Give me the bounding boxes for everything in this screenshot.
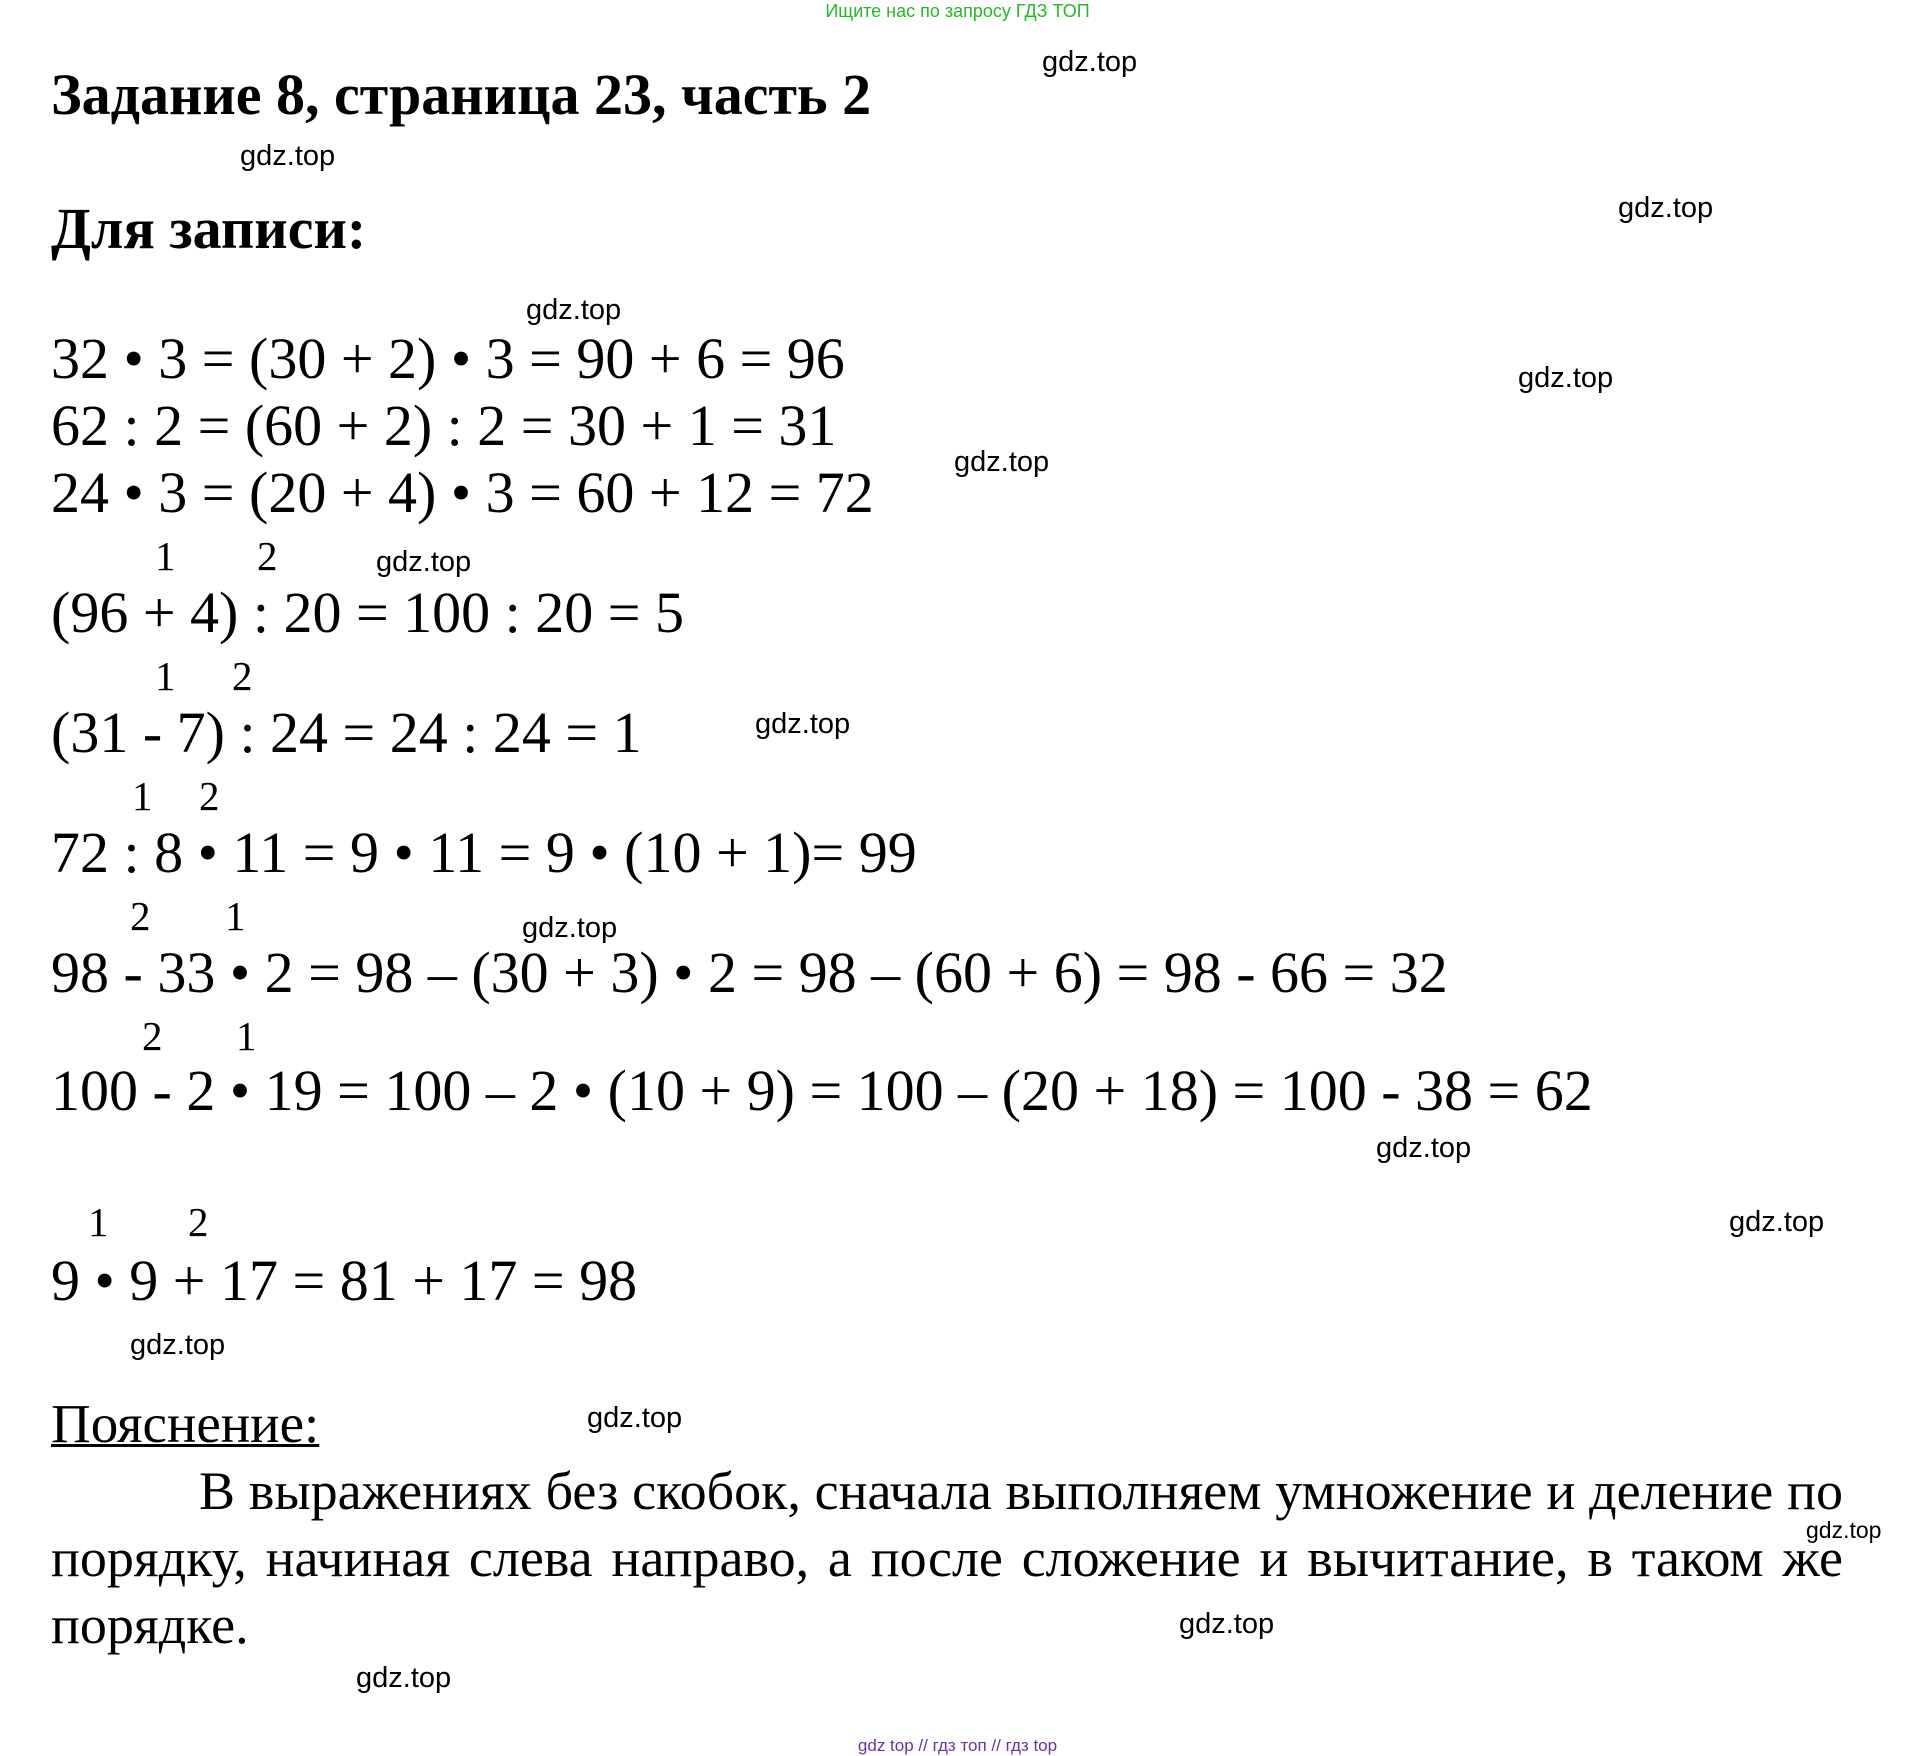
page-title: Задание 8, страница 23, часть 2 <box>51 62 872 127</box>
watermark: gdz.top <box>130 1329 226 1361</box>
equation-line: 32 • 3 = (30 + 2) • 3 = 90 + 6 = 96 <box>51 326 845 391</box>
watermark: gdz.top <box>1729 1206 1825 1238</box>
watermark: gdz.top <box>1806 1517 1882 1543</box>
equation-line: 9 • 9 + 17 = 81 + 17 = 98 <box>51 1248 638 1313</box>
order-mark: 1 <box>155 533 176 579</box>
order-mark: 1 <box>132 773 153 819</box>
footer-links: gdz top // гдз топ // гдз top <box>857 1736 1058 1755</box>
equation-line: (96 + 4) : 20 = 100 : 20 = 5 <box>51 580 684 645</box>
order-mark: 1 <box>155 653 176 699</box>
watermark: gdz.top <box>1179 1608 1275 1640</box>
order-mark: 2 <box>232 653 253 699</box>
explanation-paragraph: В выражениях без скобок, сначала выполняем умножение и деление по порядку, начиная слева направо, а после сложение и вычитание, в таком же порядке. <box>51 1461 1843 1655</box>
watermark: gdz.top <box>1042 46 1138 78</box>
order-mark: 2 <box>199 773 220 819</box>
top-search-note: Ищите нас по запросу ГДЗ ТОП <box>825 1 1090 21</box>
equation-line: (31 - 7) : 24 = 24 : 24 = 1 <box>51 700 642 765</box>
record-heading: Для записи: <box>51 196 367 261</box>
watermark: gdz.top <box>587 1402 683 1434</box>
equation-line: 62 : 2 = (60 + 2) : 2 = 30 + 1 = 31 <box>51 393 837 458</box>
order-mark: 2 <box>257 533 278 579</box>
equation-line: 24 • 3 = (20 + 4) • 3 = 60 + 12 = 72 <box>51 460 874 525</box>
watermark: gdz.top <box>1518 362 1614 394</box>
watermark: gdz.top <box>240 140 336 172</box>
watermark: gdz.top <box>1618 192 1714 224</box>
watermark: gdz.top <box>356 1662 452 1694</box>
order-mark: 1 <box>225 893 246 939</box>
order-mark: 2 <box>188 1199 209 1245</box>
watermark: gdz.top <box>526 294 622 326</box>
order-mark: 2 <box>142 1013 163 1059</box>
equation-line: 72 : 8 • 11 = 9 • 11 = 9 • (10 + 1)= 99 <box>51 820 917 885</box>
order-mark: 1 <box>236 1013 257 1059</box>
watermark: gdz.top <box>755 708 851 740</box>
order-mark: 1 <box>88 1199 109 1245</box>
order-mark: 2 <box>130 893 151 939</box>
watermark: gdz.top <box>954 446 1050 478</box>
equation-line: 100 - 2 • 19 = 100 – 2 • (10 + 9) = 100 – (20 + 18) = 100 - 38 = 62 <box>51 1058 1593 1123</box>
watermark: gdz.top <box>1376 1132 1472 1164</box>
watermark: gdz.top <box>376 546 472 578</box>
explanation-heading: Пояснение: <box>51 1393 320 1454</box>
equation-line: 98 - 33 • 2 = 98 – (30 + 3) • 2 = 98 – (60 + 6) = 98 - 66 = 32 <box>51 940 1448 1005</box>
watermark: gdz.top <box>522 912 618 944</box>
